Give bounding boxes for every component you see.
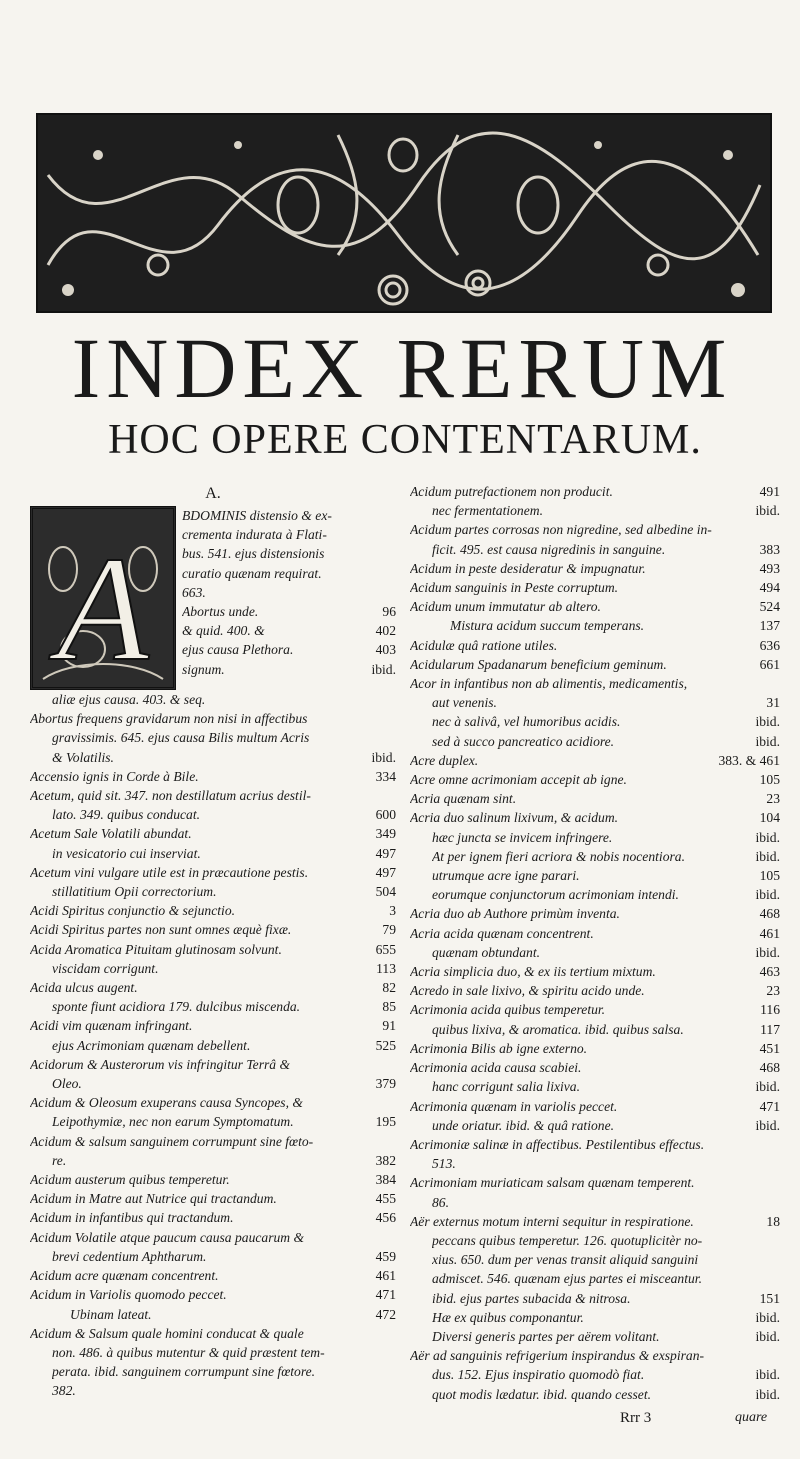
entry-text: & Volatilis. <box>52 749 114 765</box>
page-reference: 31 <box>766 695 780 711</box>
index-entry <box>410 1058 780 1077</box>
index-entry <box>410 1231 780 1250</box>
page-reference: 195 <box>375 1114 396 1130</box>
index-entry <box>30 1132 396 1151</box>
index-entry <box>30 767 396 786</box>
entry-text: quænam obtundant. <box>432 944 540 960</box>
index-entry <box>30 882 396 901</box>
decorated-initial-graphic <box>33 509 173 687</box>
page-reference: ibid. <box>755 1367 780 1383</box>
entry-text: nec à salivâ, vel humoribus acidis. <box>432 714 621 730</box>
index-entry <box>410 866 780 885</box>
entry-text: perata. ibid. sanguinem corrumpunt sine fœtore. <box>52 1364 316 1380</box>
index-entry <box>410 655 780 674</box>
page-subtitle: HOC OPERE CONTENTARUM. <box>108 417 702 463</box>
index-entry <box>30 1036 396 1055</box>
index-entry <box>410 885 780 904</box>
entry-text: quibus lixiva, & aromatica. ibid. quibus salsa. <box>432 1021 684 1037</box>
index-entry <box>182 660 396 679</box>
page-reference: 497 <box>375 864 396 880</box>
entry-text: Aër externus motum interni sequitur in respiratione. <box>410 1213 694 1229</box>
page-reference: ibid. <box>755 1079 780 1095</box>
index-entry <box>30 709 396 728</box>
index-entry <box>410 847 780 866</box>
entry-text: Acidum putrefactionem non producit. <box>410 484 613 499</box>
index-entry <box>30 901 396 920</box>
entry-text: Acidum acre quænam concentrent. <box>30 1268 219 1284</box>
page-reference: 402 <box>375 623 396 639</box>
page-reference: 334 <box>375 768 396 784</box>
page-reference: ibid. <box>755 733 780 749</box>
index-entry <box>30 1189 396 1208</box>
index-entry <box>30 1208 396 1227</box>
page-reference: 461 <box>759 925 780 941</box>
entry-text: Acidularum Spadanarum beneficium geminum. <box>410 656 667 672</box>
index-entry <box>410 732 780 751</box>
index-entry <box>410 981 780 1000</box>
index-entry <box>30 978 396 997</box>
entry-text: Acor in infantibus non ab alimentis, medicamentis, <box>410 676 688 692</box>
page-reference: 23 <box>766 791 780 807</box>
entry-text: Acria acida quænam concentrent. <box>410 925 594 941</box>
left-entries-list <box>30 690 396 1401</box>
index-entry <box>410 693 780 712</box>
index-entry <box>30 1151 396 1170</box>
page-reference: 23 <box>766 983 780 999</box>
index-entry <box>30 940 396 959</box>
entry-text: Mistura acidum succum temperans. <box>450 618 645 634</box>
page-reference: 636 <box>759 637 780 653</box>
index-entry <box>410 943 780 962</box>
page-reference: 96 <box>382 604 396 620</box>
index-entry <box>410 962 780 981</box>
index-entry <box>410 924 780 943</box>
index-entry <box>410 1077 780 1096</box>
page-reference: 3 <box>389 903 396 919</box>
page-reference: ibid. <box>755 887 780 903</box>
page-reference: 463 <box>759 964 780 980</box>
page-reference: 461 <box>375 1268 396 1284</box>
page-reference: ibid. <box>755 848 780 864</box>
index-entry <box>30 1170 396 1189</box>
entry-text: Acidum in Matre aut Nutrice qui tractandum. <box>30 1191 277 1207</box>
page-reference: 383. & 461 <box>718 752 780 768</box>
index-entry <box>410 1000 780 1019</box>
index-entry <box>30 844 396 863</box>
entry-text: Acria quænam sint. <box>410 791 517 807</box>
page-reference: 497 <box>375 845 396 861</box>
page-reference: 468 <box>759 906 780 922</box>
entry-text: ficit. 495. est causa nigredinis in sanguine. <box>432 541 666 557</box>
index-entry <box>182 621 396 640</box>
entry-text: aliæ ejus causa. 403. & seq. <box>52 692 206 707</box>
page-reference: 504 <box>375 884 396 900</box>
entry-text: Acidum in peste desideratur & impugnatur. <box>410 560 646 576</box>
index-entry <box>30 1112 396 1131</box>
entry-text: BDOMINIS distensio & ex- <box>182 508 332 523</box>
page-reference: ibid. <box>755 1328 780 1344</box>
entry-text: Hæ ex quibus componantur. <box>432 1309 584 1325</box>
entry-text: Acre duplex. <box>410 752 479 768</box>
index-entry <box>30 1266 396 1285</box>
index-entry <box>410 520 780 539</box>
page-reference: ibid. <box>755 1117 780 1133</box>
right-column <box>410 482 780 1404</box>
entry-text: Acrimonia acida causa scabiei. <box>410 1060 582 1076</box>
index-entry <box>30 1305 396 1324</box>
entry-text: unde oriatur. ibid. & quâ ratione. <box>432 1117 615 1133</box>
index-entry <box>410 578 780 597</box>
entry-text: Acrimonia acida quibus temperetur. <box>410 1002 606 1018</box>
entry-text: Acrimonia quænam in variolis peccet. <box>410 1098 618 1114</box>
index-entry <box>410 1269 780 1288</box>
entry-text: Acidum unum immutatur ab altero. <box>410 599 601 615</box>
entry-text: Acidum partes corrosas non nigredine, sed albedine in- <box>410 522 712 538</box>
page-reference: 456 <box>375 1210 396 1226</box>
entry-text: peccans quibus temperetur. 126. quotuplicitèr no- <box>432 1232 703 1248</box>
entry-text: Ubinam lateat. <box>70 1306 152 1322</box>
entry-text: Acidi Spiritus conjunctio & sejunctio. <box>30 903 236 919</box>
entry-text: Acidi Spiritus partes non sunt omnes æquè fixæ. <box>30 922 292 938</box>
index-entry <box>182 640 396 659</box>
entry-text: brevi cedentium Aphtharum. <box>52 1248 207 1264</box>
page-reference: 493 <box>759 560 780 576</box>
index-entry <box>182 564 396 583</box>
page-reference: 524 <box>759 599 780 615</box>
entry-text: 513. <box>432 1156 456 1172</box>
ornamental-headpiece <box>36 113 772 313</box>
index-entry <box>30 1343 396 1362</box>
dropcap-letter: A <box>57 526 149 687</box>
entry-text: crementa indurata à Flati- <box>182 527 327 543</box>
entry-text: Acidi vim quænam infringant. <box>30 1018 193 1034</box>
index-entry <box>30 997 396 1016</box>
entry-text: hanc corrigunt salia lixiva. <box>432 1079 581 1095</box>
page-reference: 451 <box>759 1040 780 1056</box>
page-reference: ibid. <box>755 944 780 960</box>
index-entry <box>182 602 396 621</box>
index-entry <box>410 1327 780 1346</box>
page-reference: ibid. <box>755 829 780 845</box>
entry-text: Accensio ignis in Corde à Bile. <box>30 768 199 784</box>
page-reference: 468 <box>759 1060 780 1076</box>
page-reference: 384 <box>375 1172 396 1188</box>
entry-text: stillatitium Opii correctorium. <box>52 884 217 900</box>
index-entry <box>182 525 396 544</box>
index-entry <box>182 544 396 563</box>
left-column <box>30 482 396 1401</box>
entry-text: Acidum & Salsum quale homini conducat & quale <box>30 1325 304 1341</box>
entry-text: Abortus frequens gravidarum non nisi in affectibus <box>30 711 308 727</box>
page-reference: 491 <box>759 484 780 499</box>
entry-text: xius. 650. dum per venas transit aliquid sanguini <box>432 1252 699 1268</box>
page-reference: 455 <box>375 1191 396 1207</box>
entry-text: Acria duo ab Authore primùm inventa. <box>410 906 620 922</box>
index-entry <box>410 751 780 770</box>
index-entry <box>410 636 780 655</box>
entry-text: utrumque acre igne parari. <box>432 868 580 884</box>
entry-text: Diversi generis partes per aërem volitant. <box>432 1328 660 1344</box>
page-reference: 349 <box>375 826 396 842</box>
index-entry <box>410 1385 780 1404</box>
index-entry <box>410 559 780 578</box>
dropcap-text <box>182 506 396 690</box>
entry-text: 86. <box>432 1194 449 1210</box>
entry-text: lato. 349. quibus conducat. <box>52 807 201 823</box>
entry-text: non. 486. à quibus mutentur & quid præstent tem- <box>52 1344 325 1360</box>
index-entry <box>410 1020 780 1039</box>
entry-text: 382. <box>52 1383 76 1399</box>
entry-text: Acria duo salinum lixivum, & acidum. <box>410 810 619 826</box>
entry-text: bus. 541. ejus distensionis <box>182 546 325 562</box>
page-reference: 471 <box>375 1287 396 1303</box>
decorated-initial <box>30 506 176 690</box>
entry-text: hæc juncta se invicem infringere. <box>432 829 613 845</box>
index-entry <box>410 1097 780 1116</box>
page-reference: 472 <box>375 1306 396 1322</box>
index-entry <box>30 824 396 843</box>
entry-text: Acetum Sale Volatili abundat. <box>30 826 192 842</box>
entry-text: Acida Aromatica Pituitam glutinosam solvunt. <box>30 941 282 957</box>
index-entry <box>410 501 780 520</box>
page-reference: 137 <box>759 618 780 634</box>
index-entry <box>410 770 780 789</box>
page-title: INDEX RERUM <box>71 320 733 416</box>
index-entry <box>410 540 780 559</box>
page-reference: ibid. <box>371 661 396 677</box>
index-entry <box>30 863 396 882</box>
entry-text: Acida ulcus augent. <box>30 980 138 996</box>
index-entry <box>30 959 396 978</box>
entry-text: Acria simplicia duo, & ex iis tertium mixtum. <box>410 964 656 980</box>
entry-text: quot modis lædatur. ibid. quando cesset. <box>432 1386 652 1402</box>
entry-text: Acidorum & Austerorum vis infringitur Terrâ & <box>30 1056 291 1072</box>
entry-text: Acidum & salsum sanguinem corrumpunt sine fœto- <box>30 1133 314 1149</box>
entry-text: Acidum in infantibus qui tractandum. <box>30 1210 234 1226</box>
index-entry <box>30 748 396 767</box>
page-reference: 18 <box>766 1213 780 1229</box>
entry-text: aut venenis. <box>432 695 497 711</box>
index-entry <box>410 1039 780 1058</box>
entry-text: eorumque conjunctorum acrimoniam intendi. <box>432 887 679 903</box>
page-reference: ibid. <box>755 1386 780 1402</box>
page-reference: 105 <box>759 772 780 788</box>
entry-text: in vesicatorio cui inserviat. <box>52 845 201 861</box>
entry-text: Acrimonia Bilis ab igne externo. <box>410 1040 588 1056</box>
entry-text: sponte fiunt acidiora 179. dulcibus miscenda. <box>52 999 301 1015</box>
index-entry <box>30 1228 396 1247</box>
page-reference: ibid. <box>755 503 780 519</box>
entry-text: Acidum Volatile atque paucum causa paucarum & <box>30 1229 305 1245</box>
entry-text: Aër ad sanguinis refrigerium inspirandus & exspiran- <box>410 1348 705 1364</box>
entry-text: Acidum & Oleosum exuperans causa Syncopes, & <box>30 1095 303 1111</box>
page-reference: 113 <box>376 960 396 976</box>
entry-text: At per ignem fieri acriora & nobis nocentiora. <box>432 848 685 864</box>
page-reference: 85 <box>382 999 396 1015</box>
entry-text: Oleo. <box>52 1076 82 1092</box>
entry-text: admiscet. 546. quænam ejus partes ei misceantur. <box>432 1271 702 1287</box>
index-entry <box>410 1154 780 1173</box>
index-entry <box>30 1285 396 1304</box>
page-reference: 494 <box>759 580 780 596</box>
index-entry <box>30 1093 396 1112</box>
index-entry <box>410 1346 780 1365</box>
page-reference: 104 <box>759 810 780 826</box>
page-reference: 79 <box>382 922 396 938</box>
index-entry <box>30 1381 396 1400</box>
entry-text: Acrimoniam muriaticam salsam quænam temperent. <box>410 1175 695 1191</box>
signature-mark: Rrr 3 <box>620 1410 652 1426</box>
page-reference: ibid. <box>371 749 396 765</box>
page-reference: 151 <box>759 1290 780 1306</box>
index-entry <box>410 789 780 808</box>
entry-text: Acetum vini vulgare utile est in præcautione pestis. <box>30 864 309 880</box>
index-entry <box>410 1116 780 1135</box>
index-entry <box>410 904 780 923</box>
index-entry <box>30 1247 396 1266</box>
section-letter: A. <box>205 485 221 502</box>
index-entry <box>410 1365 780 1384</box>
page-reference: 403 <box>375 642 396 658</box>
entry-text: sed à succo pancreatico acidiore. <box>432 733 615 749</box>
page-reference: 471 <box>759 1098 780 1114</box>
index-entry <box>410 1212 780 1231</box>
entry-text: Acre omne acrimoniam accepit ab igne. <box>410 772 627 788</box>
page-reference: 382 <box>375 1152 396 1168</box>
index-entry <box>410 1308 780 1327</box>
page-reference: 91 <box>382 1018 396 1034</box>
page-reference: 117 <box>760 1021 780 1037</box>
index-entry <box>410 808 780 827</box>
right-entries-list <box>410 482 780 1404</box>
page-reference: ibid. <box>755 714 780 730</box>
index-entry <box>30 728 396 747</box>
page-reference: ibid. <box>755 1309 780 1325</box>
index-entry <box>410 1289 780 1308</box>
index-entry <box>182 506 396 525</box>
entry-text: re. <box>52 1152 67 1168</box>
index-entry <box>410 1135 780 1154</box>
entry-text: Acredo in sale lixivo, & spiritu acido unde. <box>410 983 645 999</box>
page-reference: 105 <box>759 868 780 884</box>
entry-text: curatio quænam requirat. <box>182 565 322 581</box>
index-entry <box>30 1055 396 1074</box>
index-entry <box>410 828 780 847</box>
entry-text: viscidam corrigunt. <box>52 960 159 976</box>
index-entry <box>410 616 780 635</box>
page-reference: 82 <box>382 980 396 996</box>
index-entry <box>30 1324 396 1343</box>
page-reference: 525 <box>375 1037 396 1053</box>
index-entry <box>30 920 396 939</box>
page-reference: 379 <box>375 1076 396 1092</box>
page-reference: 661 <box>759 656 780 672</box>
entry-text: ejus Acrimoniam quænam debellent. <box>52 1037 251 1053</box>
page-reference: 116 <box>760 1002 780 1018</box>
page-reference: 459 <box>375 1248 396 1264</box>
entry-text: Abortus unde. <box>182 604 259 620</box>
page-reference: 383 <box>759 541 780 557</box>
entry-text: dus. 152. Ejus inspiratio quomodò fiat. <box>432 1367 645 1383</box>
index-entry <box>410 1193 780 1212</box>
dropcap-block <box>30 506 396 690</box>
entry-text: nec fermentationem. <box>432 503 543 519</box>
index-entry <box>30 786 396 805</box>
index-entry <box>410 1173 780 1192</box>
page-reference: 655 <box>375 941 396 957</box>
index-entry <box>410 482 780 501</box>
headpiece-ornament-graphic <box>38 115 770 311</box>
index-entry <box>30 805 396 824</box>
entry-text: Acidum sanguinis in Peste corruptum. <box>410 580 619 596</box>
entry-text: Acetum, quid sit. 347. non destillatum acrius destil- <box>30 788 311 804</box>
index-entry <box>410 674 780 693</box>
index-entry <box>182 583 396 602</box>
page-reference: 600 <box>375 807 396 823</box>
entry-text: Leipothymiæ, nec non earum Symptomatum. <box>52 1114 294 1130</box>
entry-text: Acrimoniæ salinæ in affectibus. Pestilentibus effectus. <box>410 1136 705 1152</box>
entry-text: Acidulæ quâ ratione utiles. <box>410 637 558 653</box>
entry-text: ejus causa Plethora. <box>182 642 294 658</box>
entry-text: ibid. ejus partes subacida & nitrosa. <box>432 1290 631 1306</box>
index-entry <box>30 690 396 709</box>
entry-text: signum. <box>182 661 225 677</box>
index-entry <box>410 1250 780 1269</box>
entry-text: & quid. 400. & <box>182 623 265 639</box>
entry-text: 663. <box>182 584 206 600</box>
entry-text: gravissimis. 645. ejus causa Bilis multum Acris <box>52 730 310 746</box>
index-entry <box>30 1016 396 1035</box>
entry-text: Acidum in Variolis quomodo peccet. <box>30 1287 227 1303</box>
index-entry <box>410 712 780 731</box>
index-entry <box>30 1362 396 1381</box>
index-entry <box>30 1074 396 1093</box>
index-entry <box>410 597 780 616</box>
entry-text: Acidum austerum quibus temperetur. <box>30 1172 230 1188</box>
catchword: quare <box>735 1410 768 1425</box>
